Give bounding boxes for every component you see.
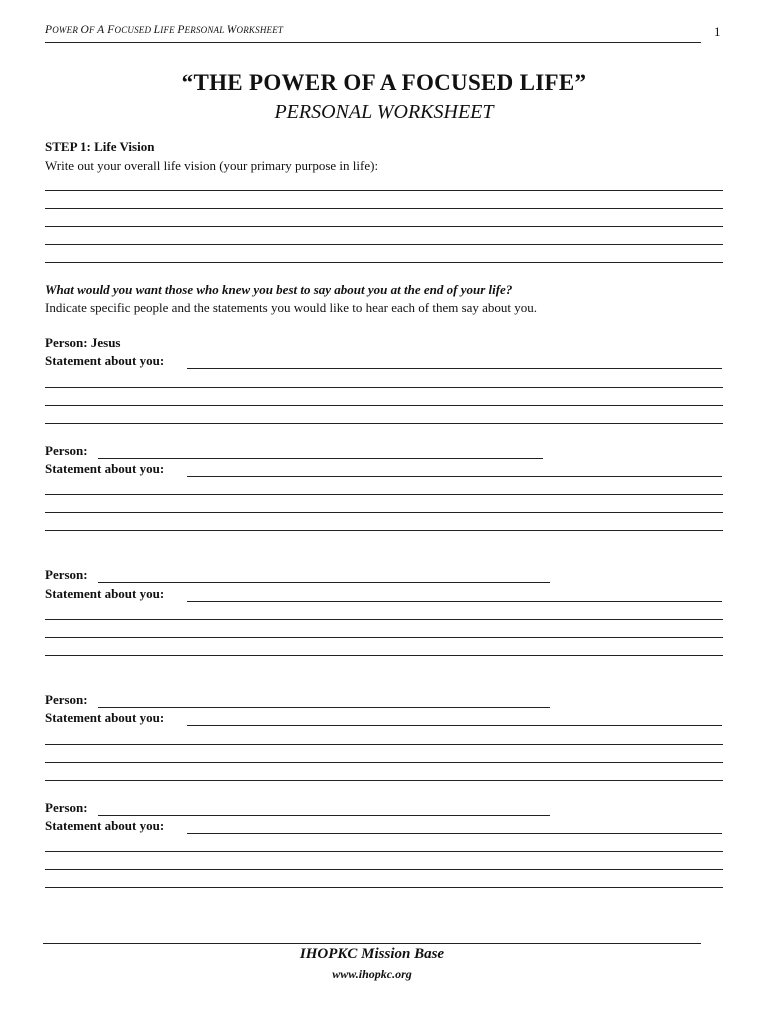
person-label: Person:	[45, 335, 88, 350]
running-header-text: P	[45, 24, 53, 36]
footer-website: www.ihopkc.org	[332, 967, 412, 981]
statement-label: Statement about you:	[45, 461, 165, 476]
page-number: 1	[714, 24, 721, 39]
running-header-text: ERSONAL	[184, 25, 227, 35]
running-header-text: OCUSED	[114, 25, 154, 35]
running-header-text: L	[153, 24, 161, 36]
step1-instruction: Write out your overall life vision (your primary purpose in life):	[45, 158, 379, 173]
statement-label: Statement about you:	[45, 353, 165, 368]
running-header-text: F	[89, 25, 98, 35]
statement-line[interactable]	[45, 387, 723, 388]
running-header-text: IFE	[160, 25, 178, 35]
statement-line[interactable]	[45, 405, 723, 406]
statement-label: Statement about you:	[45, 586, 165, 601]
step1-heading: STEP 1: Life Vision	[45, 139, 155, 154]
life-vision-line[interactable]	[45, 244, 723, 245]
statement-line[interactable]	[45, 780, 723, 781]
running-header-text: W	[226, 24, 237, 36]
person-label: Person:	[45, 800, 88, 815]
running-header-text: P	[177, 24, 185, 36]
question-prompt: What would you want those who knew you best to say about you at the end of your life?	[45, 282, 513, 297]
statement-field-line[interactable]	[187, 725, 722, 726]
statement-field-line[interactable]	[187, 601, 722, 602]
running-header-text: ORKSHEET	[236, 25, 284, 35]
statement-line[interactable]	[45, 655, 723, 656]
question-instruction: Indicate specific people and the statements you would like to hear each of them say about you.	[45, 300, 538, 315]
page-subtitle: PERSONAL WORKSHEET	[274, 101, 494, 123]
person-field-line[interactable]	[98, 707, 550, 708]
life-vision-line[interactable]	[45, 226, 723, 227]
person-field-line[interactable]	[98, 815, 550, 816]
statement-line[interactable]	[45, 512, 723, 513]
person-label: Person:	[45, 567, 88, 582]
statement-line[interactable]	[45, 887, 723, 888]
person-field-line[interactable]	[98, 582, 550, 583]
person-label: Person:	[45, 692, 88, 707]
person-value: Jesus	[90, 335, 121, 350]
statement-field-line[interactable]	[187, 833, 722, 834]
life-vision-line[interactable]	[45, 190, 723, 191]
person-label: Person:	[45, 443, 88, 458]
person-row	[45, 335, 120, 351]
statement-line[interactable]	[45, 637, 723, 638]
statement-line[interactable]	[45, 869, 723, 870]
statement-label: Statement about you:	[45, 710, 165, 725]
statement-label: Statement about you:	[45, 818, 165, 833]
life-vision-line[interactable]	[45, 208, 723, 209]
running-header-text: F	[104, 24, 115, 36]
statement-field-line[interactable]	[187, 476, 722, 477]
life-vision-line[interactable]	[45, 262, 723, 263]
statement-line[interactable]	[45, 619, 723, 620]
statement-line[interactable]	[45, 494, 723, 495]
statement-line[interactable]	[45, 530, 723, 531]
page-title: “THE POWER OF A FOCUSED LIFE”	[181, 70, 587, 95]
running-header	[45, 24, 701, 43]
statement-field-line[interactable]	[187, 368, 722, 369]
running-header-text: A	[97, 24, 105, 36]
footer-rule	[43, 943, 701, 944]
statement-line[interactable]	[45, 851, 723, 852]
running-header-text: O	[80, 24, 89, 36]
person-field-line[interactable]	[98, 458, 543, 459]
statement-line[interactable]	[45, 423, 723, 424]
footer-organization: IHOPKC Mission Base	[299, 946, 445, 962]
statement-line[interactable]	[45, 744, 723, 745]
running-header-text: OWER	[52, 25, 81, 35]
statement-line[interactable]	[45, 762, 723, 763]
